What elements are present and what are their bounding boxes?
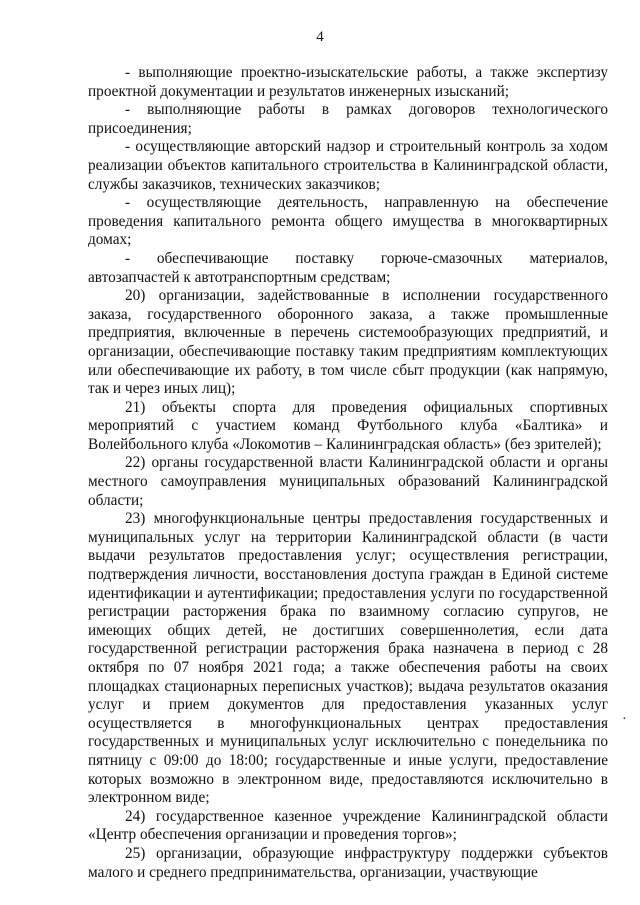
page-number: 4 [316, 29, 324, 45]
paragraph: 24) государственное казенное учреждение Калининградской области «Центр обеспечения организации и проведения торгов»; [88, 807, 608, 844]
paragraph: - выполняющие проектно-изыскательские работы, а также экспертизу проектной документации и результатов инженерных изысканий; [88, 64, 608, 100]
paragraph: 25) организации, образующие инфраструктуру поддержки субъектов малого и среднего предпринимательства, организации, участвующие [88, 844, 608, 881]
paragraph: 23) многофункциональные центры предоставления государственных и муниципальных услуг на территории Калининградской области (в части выдачи результатов предоставления услуг; осуществления регистрации, подтверждения личности, восстановления доступа граждан в Единой системе идентификации и аутентификации; предоставления услуги по государственной регистрации расторжения брака по взаимному согласию супругов, не имеющих общих детей, не достигших совершеннолетия, если дата государственной регистрации расторжения брака назначена в период с 28 октября по 07 ноября 2021 года; а также обеспечения работы на своих площадках стационарных переписных участков); выдача результатов оказания услуг и прием документов для предоставления указанных услуг осуществляется в многофункциональных центрах предоставления государственных и муниципальных услуг исключительно с понедельника по пятницу с 09:00 до 18:00; государственные и иные услуги, предоставление которых возможно в электронном виде, предоставляются исключительно в электронном виде; [88, 510, 608, 807]
paragraph: 20) организации, задействованные в исполнении государственного заказа, государственного оборонного заказа, а также промышленные предприятия, включенные в перечень системообразующих предприятий, и организации, обеспечивающие поставку таким предприятиям комплектующих или обеспечивающие их работу, в том числе сбыт продукции (как напрямую, так и через иных лиц); [88, 287, 608, 398]
document-body [88, 64, 608, 882]
paragraph: - обеспечивающие поставку горюче-смазочных материалов, автозапчастей к автотранспортным средствам; [88, 249, 608, 286]
paragraph: 22) органы государственной власти Калининградской области и органы местного самоуправления муниципальных образований Калининградской области; [88, 454, 608, 509]
paragraph: 21) объекты спорта для проведения официальных спортивных мероприятий с участием команд Футбольного клуба «Балтика» и Волейбольного клуба «Локомотив – Калининградская область» (без зрителей); [88, 398, 608, 453]
paragraph: - осуществляющие деятельность, направленную на обеспечение проведения капитального ремонта общего имущества в многоквартирных домах; [88, 194, 608, 249]
scan-artifact: · [622, 712, 627, 727]
paragraph: - осуществляющие авторский надзор и строительный контроль за ходом реализации объектов капитального строительства в Калининградской области, службы заказчиков, технических заказчиков; [88, 138, 608, 193]
paragraph: - выполняющие работы в рамках договоров технологического присоединения; [88, 101, 608, 137]
